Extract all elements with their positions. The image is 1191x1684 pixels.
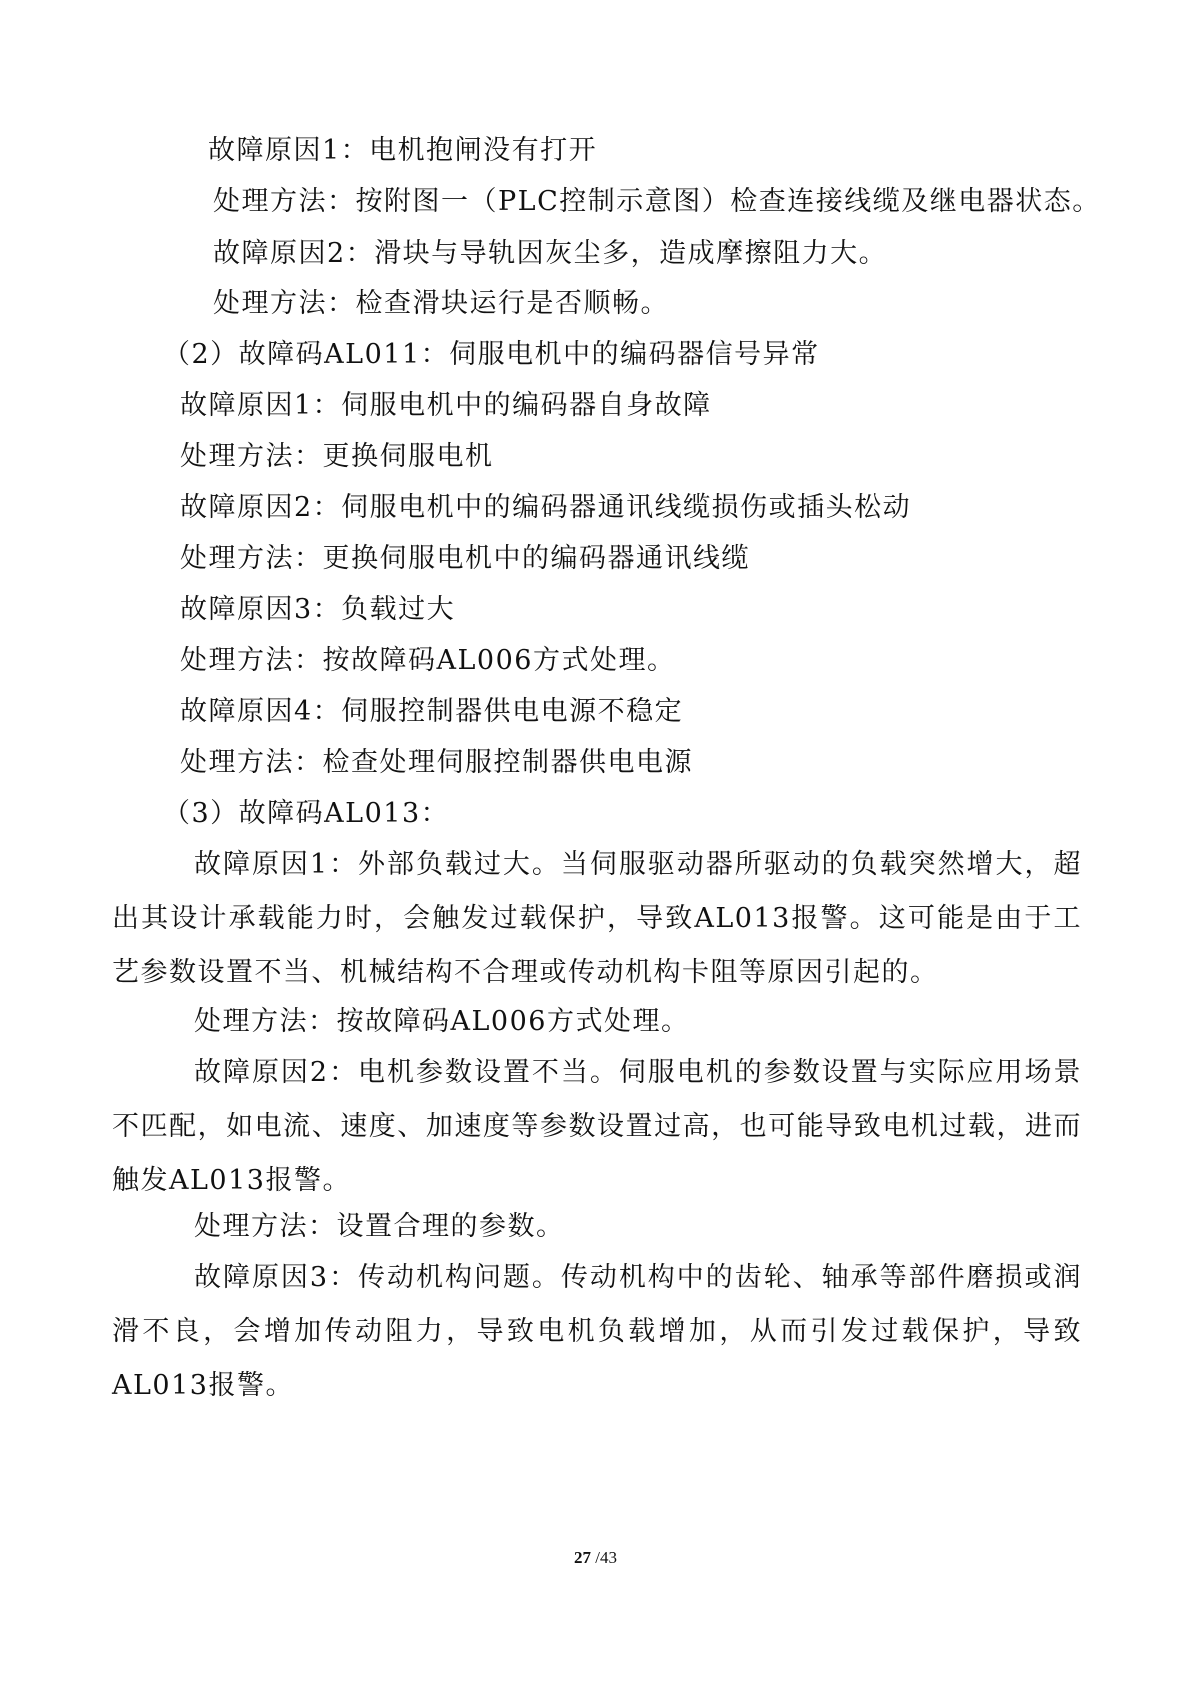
fix-method-power: 处理方法：检查处理伺服控制器供电电源	[180, 747, 693, 778]
paragraph-fix-al006: 处理方法：按故障码AL006方式处理。	[194, 1006, 690, 1037]
fix-method-brake: 处理方法：按附图一（PLC控制示意图）检查连接线缆及继电器状态。	[213, 186, 1101, 217]
paragraph-transmission: 故障原因3：传动机构问题。传动机构中的齿轮、轴承等部件磨损或润滑不良，会增加传动阻力，导致电机负载增加，从而引发过载保护，导致AL013报警。	[112, 1262, 1082, 1401]
page-number: 27	[574, 1548, 591, 1567]
fault-cause-overload: 故障原因3：负载过大	[180, 594, 456, 625]
paragraph-external-load: 故障原因1：外部负载过大。当伺服驱动器所驱动的负载突然增大，超出其设计承载能力时，会触发过载保护，导致AL013报警。这可能是由于工艺参数设置不当、机械结构不合理或传动机构卡阻等原因引起的。	[112, 849, 1082, 988]
paragraph-motor-params: 故障原因2：电机参数设置不当。伺服电机的参数设置与实际应用场景不匹配，如电流、速度、加速度等参数设置过高，也可能导致电机过载，进而触发AL013报警。	[112, 1057, 1082, 1196]
fix-method-slider: 处理方法：检查滑块运行是否顺畅。	[213, 288, 669, 319]
fix-method-al006: 处理方法：按故障码AL006方式处理。	[180, 645, 676, 676]
fix-method-replace-cable: 处理方法：更换伺服电机中的编码器通讯线缆	[180, 543, 750, 574]
section-heading-al011: （2）故障码AL011：伺服电机中的编码器信号异常	[163, 339, 820, 370]
fault-cause-encoder: 故障原因1：伺服电机中的编码器自身故障	[180, 390, 712, 421]
fix-method-replace-motor: 处理方法：更换伺服电机	[180, 441, 494, 472]
fault-cause-brake: 故障原因1：电机抱闸没有打开	[208, 135, 598, 166]
section-heading-al013: （3）故障码AL013：	[163, 798, 450, 829]
fault-cause-power: 故障原因4：伺服控制器供电电源不稳定	[180, 696, 684, 727]
fault-cause-slider: 故障原因2：滑块与导轨因灰尘多，造成摩擦阻力大。	[213, 238, 888, 269]
page-total: /43	[591, 1548, 617, 1567]
paragraph-fix-params: 处理方法：设置合理的参数。	[194, 1211, 565, 1242]
fault-cause-cable: 故障原因2：伺服电机中的编码器通讯线缆损伤或插头松动	[180, 492, 912, 523]
page-footer	[0, 1547, 1191, 1569]
